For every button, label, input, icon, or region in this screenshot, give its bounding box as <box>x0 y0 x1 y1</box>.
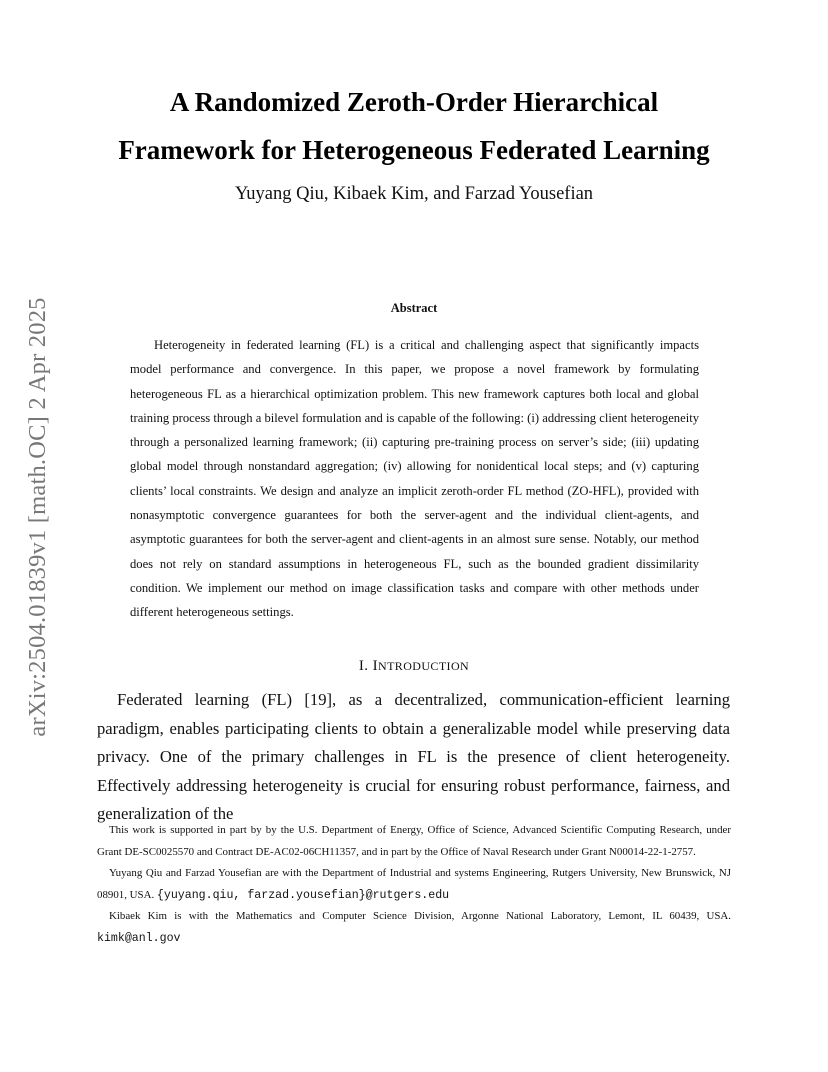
footnotes <box>97 820 731 949</box>
abstract-paragraph: Heterogeneity in federated learning (FL) is a critical and challenging aspect that significantly impacts model performance and convergence. In this paper, we propose a novel framework by formulating heterogeneous FL as a hierarchical optimization problem. This new framework captures both local and global training process through a bilevel formulation and is capable of the following: (i) addressing client heterogeneity through a personalized learning framework; (ii) capturing pre-training process on server’s side; (iii) updating global model through nonstandard aggregation; (iv) allowing for nonidentical local steps; and (v) capturing clients’ local constraints. We design and analyze an implicit zeroth-order FL method (ZO-HFL), provided with nonasymptotic convergence guarantees for both the server-agent and the individual client-agents, and asymptotic guarantees for both the server-agent and client-agents in an almost sure sense. Notably, our method does not rely on standard assumptions in heterogeneous FL, such as the bounded gradient dissimilarity condition. We implement our method on image classification tasks and compare with other methods under different heterogeneous settings. <box>130 338 699 620</box>
author-list: Yuyang Qiu, Kibaek Kim, and Farzad Yousefian <box>234 184 594 204</box>
title-line-2: Framework for Heterogeneous Federated Learning <box>118 135 710 165</box>
introduction-paragraph: Federated learning (FL) [19], as a decentralized, communication-efficient learning paradigm, enables participating clients to obtain a generalizable model while preserving data privacy. One of the primary challenges in FL is the presence of client heterogeneity. Effectively addressing heterogeneity is crucial for ensuring robust performance, fairness, and generalization of the <box>97 690 730 823</box>
email-link-1[interactable]: {yuyang.qiu, farzad.yousefian}@rutgers.edu <box>156 888 450 902</box>
abstract-heading: Abstract <box>390 301 438 315</box>
footnote-affiliation-1 <box>97 863 731 906</box>
footnote-affiliation-2-text: Kibaek Kim is with the Mathematics and Computer Science Division, Argonne National Laboratory, Lemont, IL 60439, USA. <box>109 910 731 922</box>
section-heading-introduction <box>130 658 698 675</box>
paper-title <box>60 78 768 174</box>
footnote-affiliation-1-text: Yuyang Qiu and Farzad Yousefian are with the Department of Industrial and systems Engineering, Rutgers University, New Brunswick, NJ 08901, USA. <box>97 867 731 901</box>
section-title-initial: I <box>372 658 379 674</box>
footnote-funding: This work is supported in part by by the U.S. Department of Energy, Office of Science, Advanced Scientific Computing Research, under Grant DE-SC0025570 and Contract DE-AC02-06CH11357, and in part by the Office of Naval Research under Grant N00014-22-1-2757. <box>97 824 731 858</box>
arxiv-side-identifier <box>18 272 58 762</box>
introduction-body <box>97 686 730 829</box>
abstract-body <box>130 333 699 625</box>
email-link-2[interactable]: kimk@anl.gov <box>97 931 181 945</box>
section-number: I. <box>358 658 369 674</box>
title-line-1: A Randomized Zeroth-Order Hierarchical <box>169 87 659 117</box>
arxiv-identifier-text: arXiv:2504.01839v1 [math.OC] 2 Apr 2025 <box>24 297 51 737</box>
section-title-rest: NTRODUCTION <box>378 659 470 673</box>
footnote-affiliation-2 <box>97 906 731 949</box>
